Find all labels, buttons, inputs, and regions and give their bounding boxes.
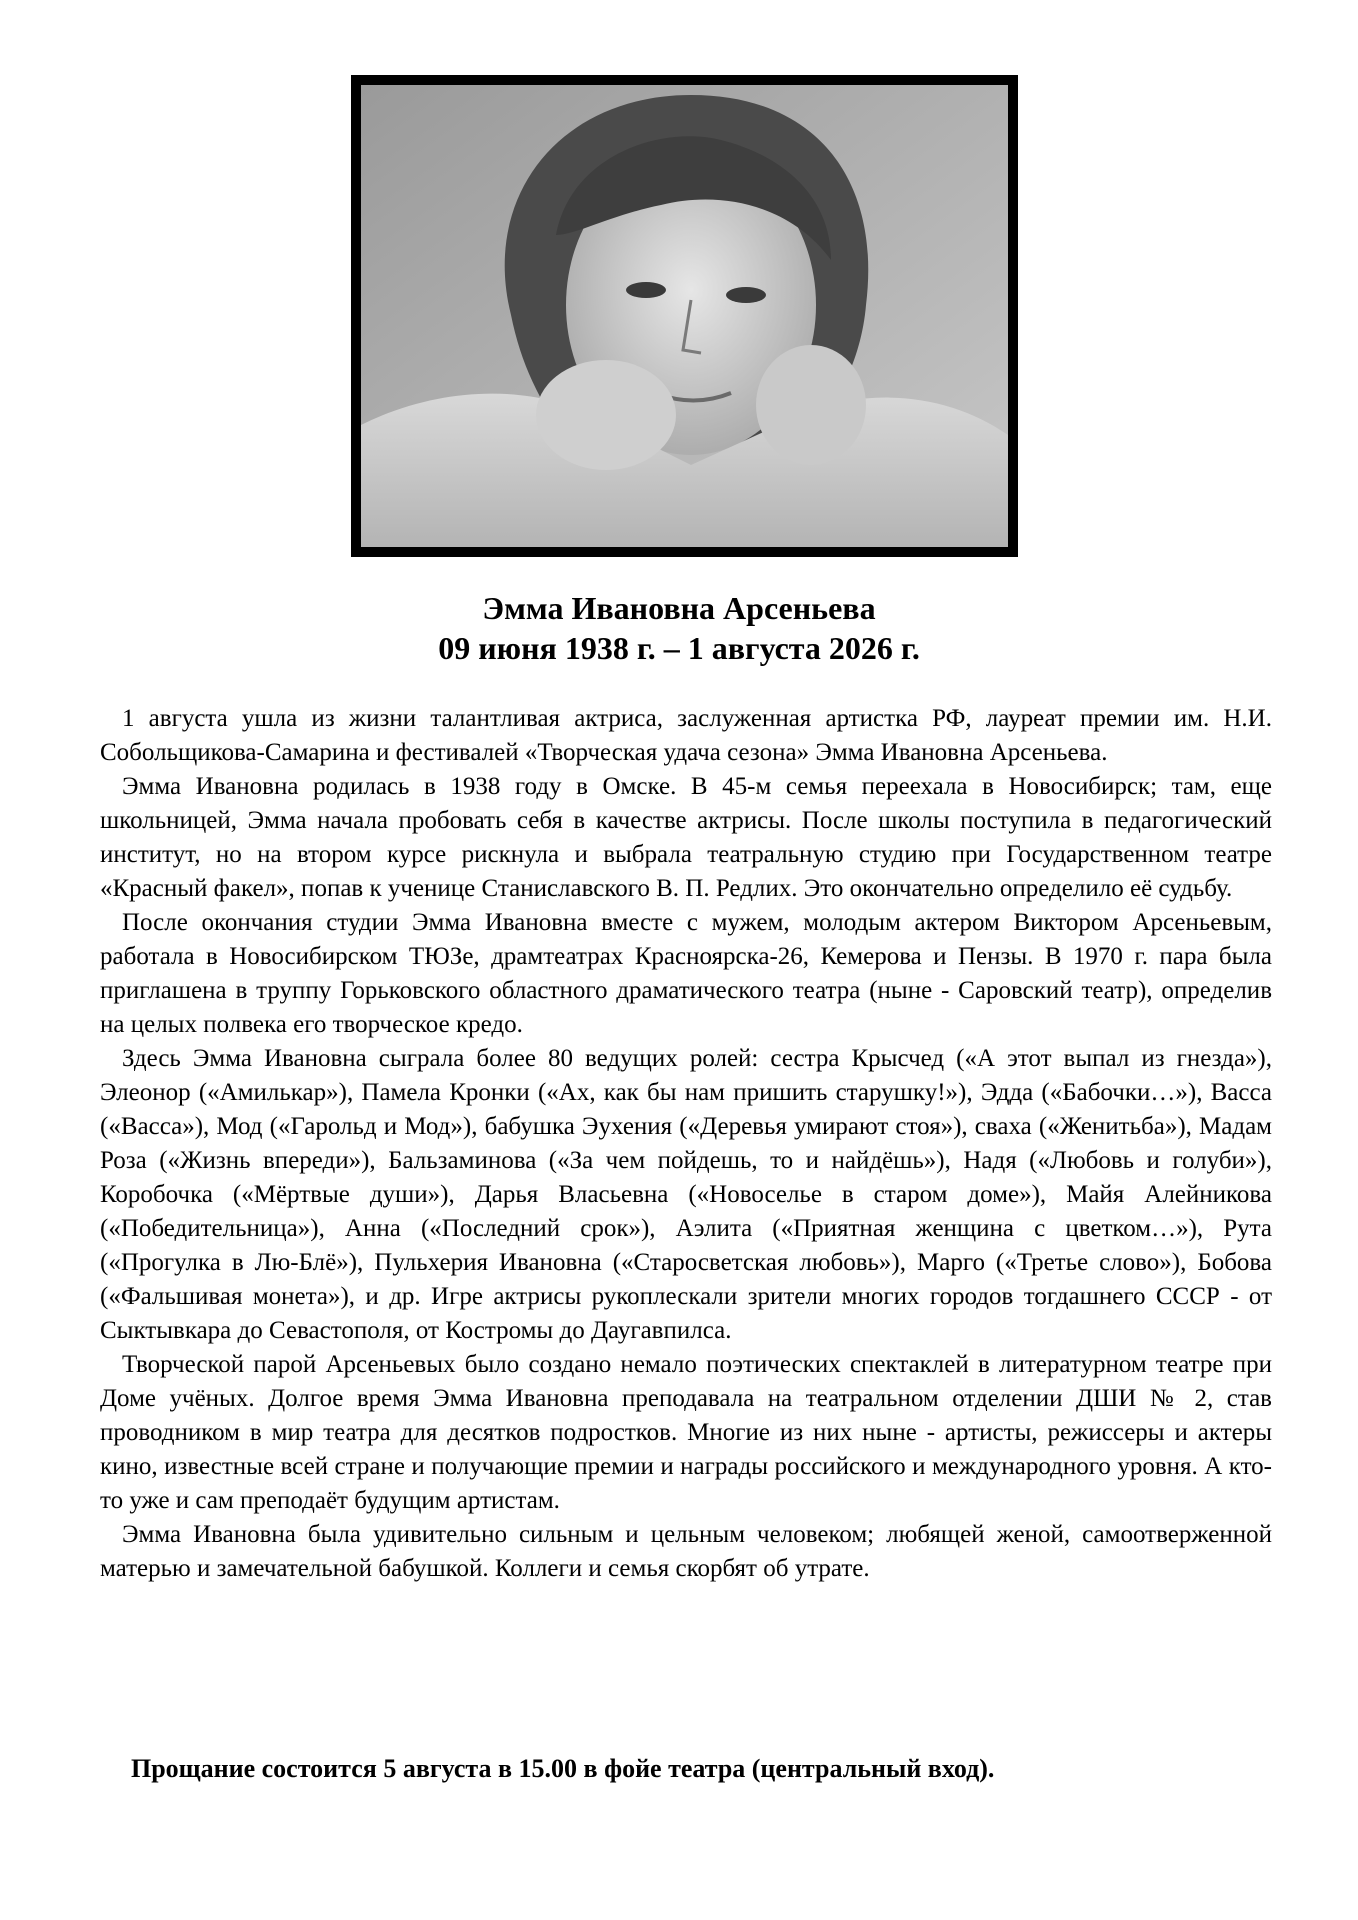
farewell-notice: Прощание состоится 5 августа в 15.00 в фойе театра (центральный вход).	[131, 1754, 995, 1783]
paragraph: 1 августа ушла из жизни талантливая актриса, заслуженная артистка РФ, лауреат премии им. Н.И. Собольщикова-Самарина и фестивалей «Творческая удача сезона» Эмма Ивановна Арсеньева.	[100, 705, 1272, 766]
paragraph: Эмма Ивановна была удивительно сильным и цельным человеком; любящей женой, самоотверженной матерью и замечательной бабушкой. Коллеги и семья скорбят об утрате.	[100, 1521, 1272, 1582]
paragraph: Здесь Эмма Ивановна сыграла более 80 ведущих ролей: сестра Крысчед («А этот выпал из гнезда»), Элеонор («Амилькар»), Памела Кронки («Ах, как бы нам пришить старушку!»), Эдда («Бабочки…»), Васса («Васса»), Мод («Гарольд и Мод»), бабушка Эухения («Деревья умирают стоя»), сваха («Женитьба»), Мадам Роза («Жизнь впереди»), Бальзаминова («За чем пойдешь, то и найдёшь»), Надя («Любовь и голуби»), Коробочка («Мёртвые души»), Дарья Власьевна («Новоселье в старом доме»), Майя Алейникова («Победительница»), Анна («Последний срок»), Аэлита («Приятная женщина с цветком…»), Рута («Прогулка в Лю-Блё»), Пульхерия Ивановна («Старосветская любовь»), Марго («Третье слово»), Бобова («Фальшивая монета»), и др. Игре актрисы рукоплескали зрители многих городов тогдашнего СССР - от Сыктывкара до Севастополя, от Костромы до Даугавпилса.	[100, 1045, 1272, 1344]
portrait-image	[361, 85, 1008, 547]
life-dates: 09 июня 1938 г. – 1 августа 2026 г.	[438, 630, 920, 666]
paragraph: После окончания студии Эмма Ивановна вместе с мужем, молодым актером Виктором Арсеньевым, работала в Новосибирском ТЮЗе, драмтеатрах Красноярска-26, Кемерова и Пензы. В 1970 г. пара была приглашена в труппу Горьковского областного драматического театра (ныне - Саровский театр), определив на целых полвека его творческое кредо.	[100, 909, 1272, 1038]
paragraph: Эмма Ивановна родилась в 1938 году в Омске. В 45-м семья переехала в Новосибирск; там, еще школьницей, Эмма начала пробовать себя в качестве актрисы. После школы поступила в педагогический институт, но на втором курсе рискнула и выбрала театральную студию при Государственном театре «Красный факел», попав к ученице Станиславского В. П. Редлих. Это окончательно определило её судьбу.	[100, 773, 1272, 902]
obituary-body	[100, 702, 1272, 1586]
deceased-name: Эмма Ивановна Арсеньева	[482, 590, 876, 626]
portrait-photo	[351, 75, 1018, 557]
paragraph: Творческой парой Арсеньевых было создано немало поэтических спектаклей в литературном театре при Доме учёных. Долгое время Эмма Ивановна преподавала на театральном отделении ДШИ № 2, став проводником в мир театра для десятков подростков. Многие из них ныне - артисты, режиссеры и актеры кино, известные всей стране и получающие премии и награды российского и международного уровня. А кто-то уже и сам преподаёт будущим артистам.	[100, 1351, 1272, 1514]
